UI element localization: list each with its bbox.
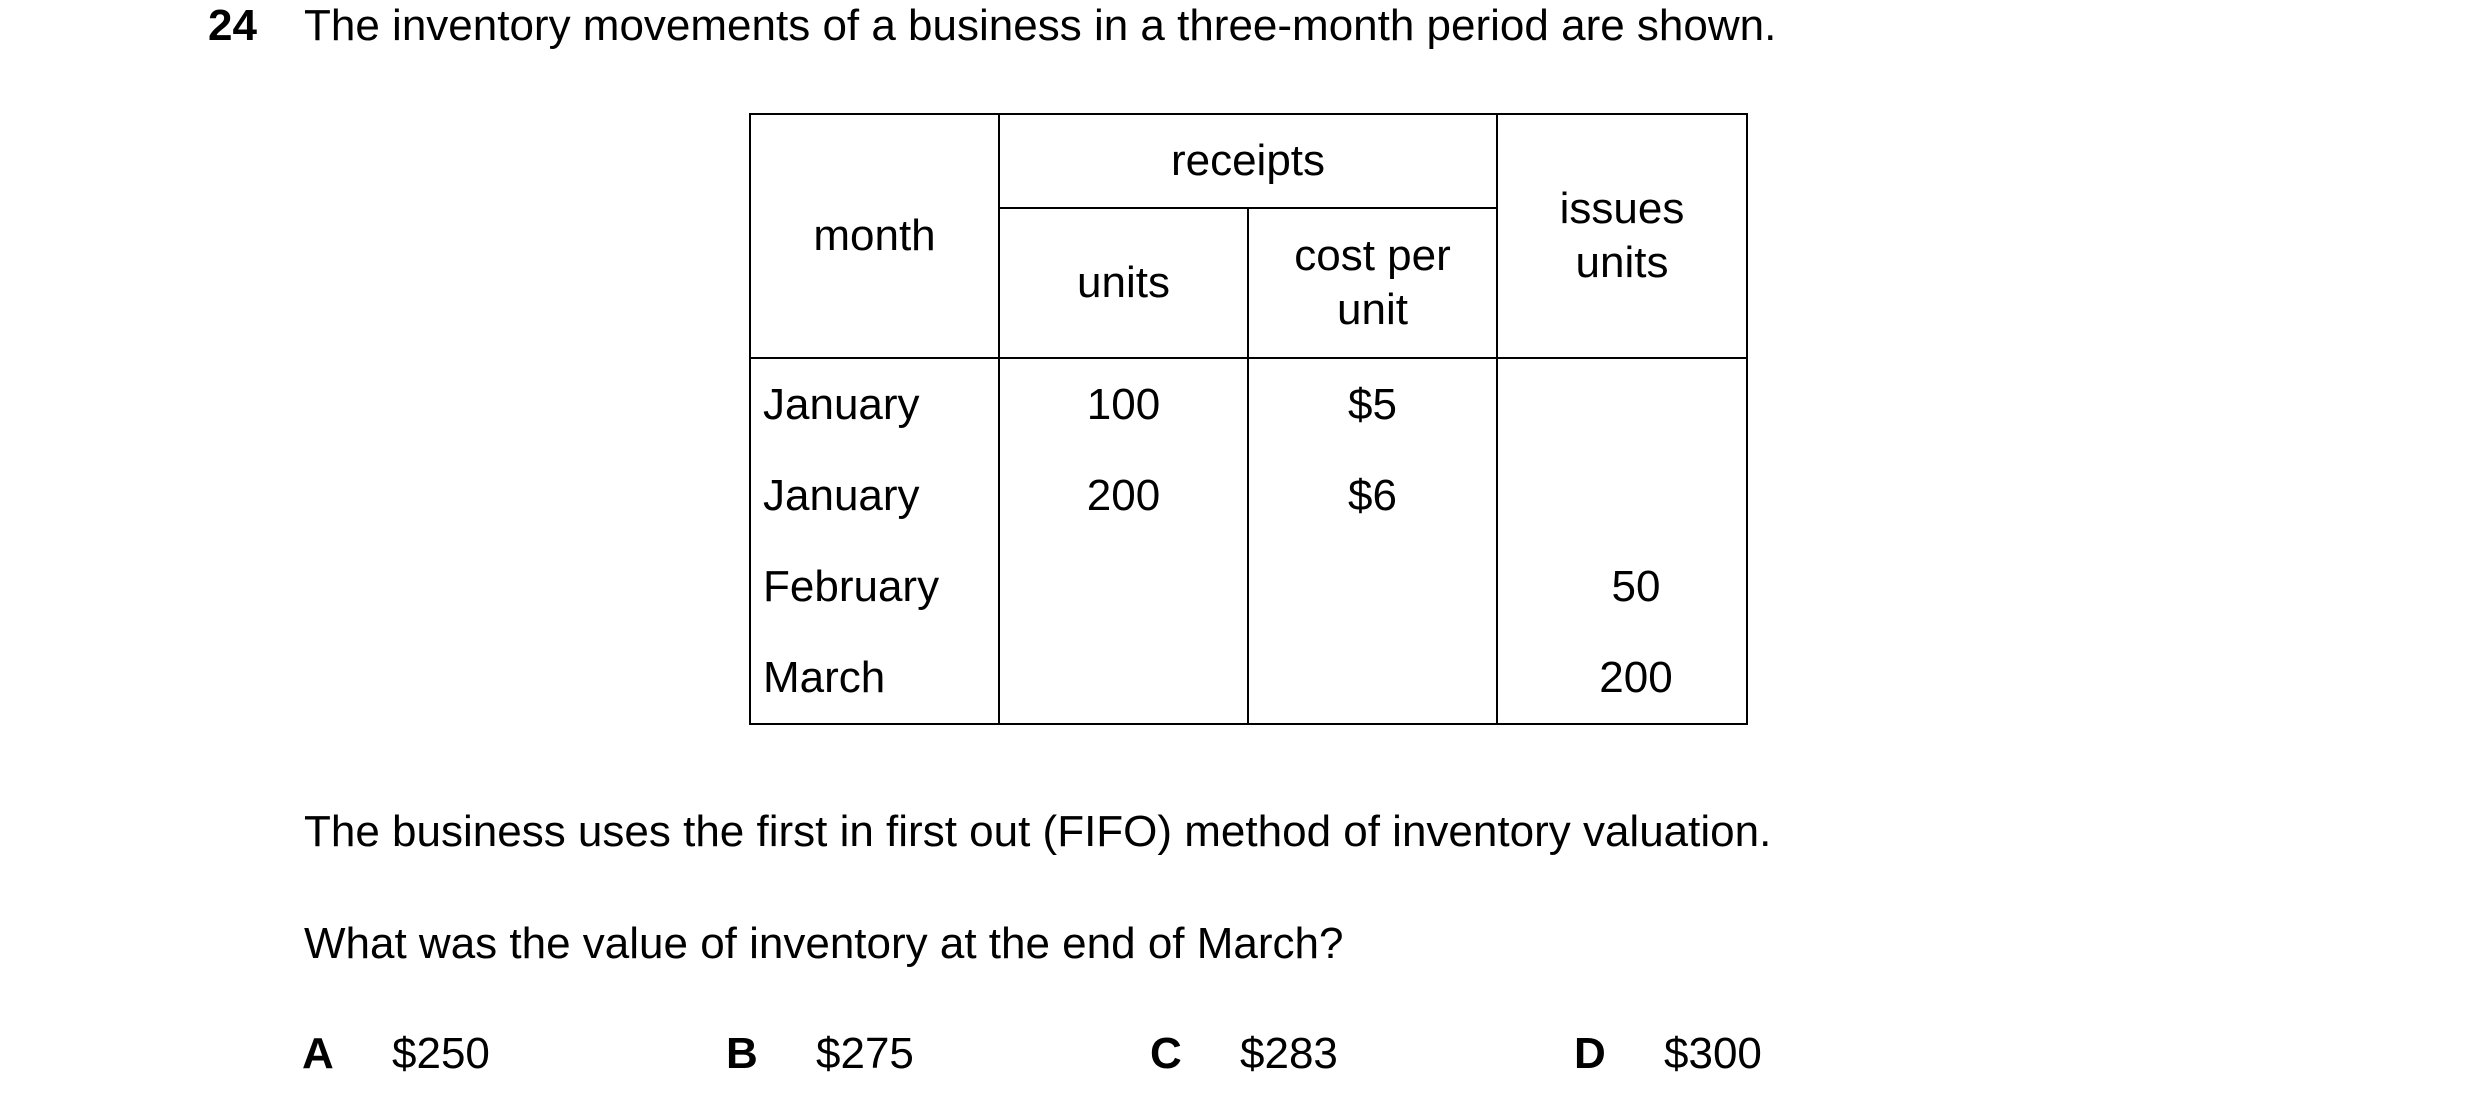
- cell-cost: [1248, 541, 1497, 632]
- header-cost-line1: cost per: [1294, 231, 1451, 280]
- question-prompt: What was the value of inventory at the end of March?: [304, 919, 1344, 968]
- cell-units: 200: [999, 450, 1248, 541]
- header-cost-per-unit: [1248, 208, 1497, 358]
- option-c[interactable]: [1150, 1028, 1338, 1080]
- cell-cost: $5: [1248, 358, 1497, 450]
- table-row: [750, 541, 1747, 632]
- method-statement: The business uses the first in first out (FIFO) method of inventory valuation.: [304, 807, 1772, 856]
- option-value: $283: [1240, 1029, 1338, 1078]
- header-month: month: [750, 114, 999, 358]
- option-a[interactable]: [302, 1028, 490, 1080]
- option-letter: C: [1150, 1029, 1182, 1078]
- cell-cost: $6: [1248, 450, 1497, 541]
- header-cost-line2: unit: [1337, 285, 1408, 334]
- header-issues-line1: issues: [1559, 184, 1685, 233]
- question-number: 24: [208, 1, 257, 50]
- cell-cost: [1248, 632, 1497, 724]
- cell-issues: 200: [1497, 632, 1747, 724]
- option-value: $275: [816, 1029, 914, 1078]
- option-value: $300: [1664, 1029, 1762, 1078]
- header-units: units: [999, 208, 1248, 358]
- option-letter: D: [1574, 1029, 1606, 1078]
- cell-units: [999, 541, 1248, 632]
- inventory-table: [749, 113, 1748, 725]
- table-row: [750, 358, 1747, 450]
- cell-units: 100: [999, 358, 1248, 450]
- table-row: [750, 632, 1747, 724]
- table-row: [750, 450, 1747, 541]
- option-d[interactable]: [1574, 1028, 1762, 1080]
- header-receipts: receipts: [999, 114, 1497, 208]
- cell-issues: [1497, 450, 1747, 541]
- header-issues-line2: units: [1575, 238, 1669, 287]
- option-letter: A: [302, 1029, 334, 1078]
- question-stem: The inventory movements of a business in a three-month period are shown.: [304, 1, 1777, 50]
- cell-issues: [1497, 358, 1747, 450]
- cell-month: January: [750, 450, 999, 541]
- option-value: $250: [392, 1029, 490, 1078]
- option-letter: B: [726, 1029, 758, 1078]
- option-b[interactable]: [726, 1028, 914, 1080]
- cell-month: January: [750, 358, 999, 450]
- cell-issues: 50: [1497, 541, 1747, 632]
- header-issues-units: [1497, 114, 1747, 358]
- cell-month: March: [750, 632, 999, 724]
- cell-month: February: [750, 541, 999, 632]
- cell-units: [999, 632, 1248, 724]
